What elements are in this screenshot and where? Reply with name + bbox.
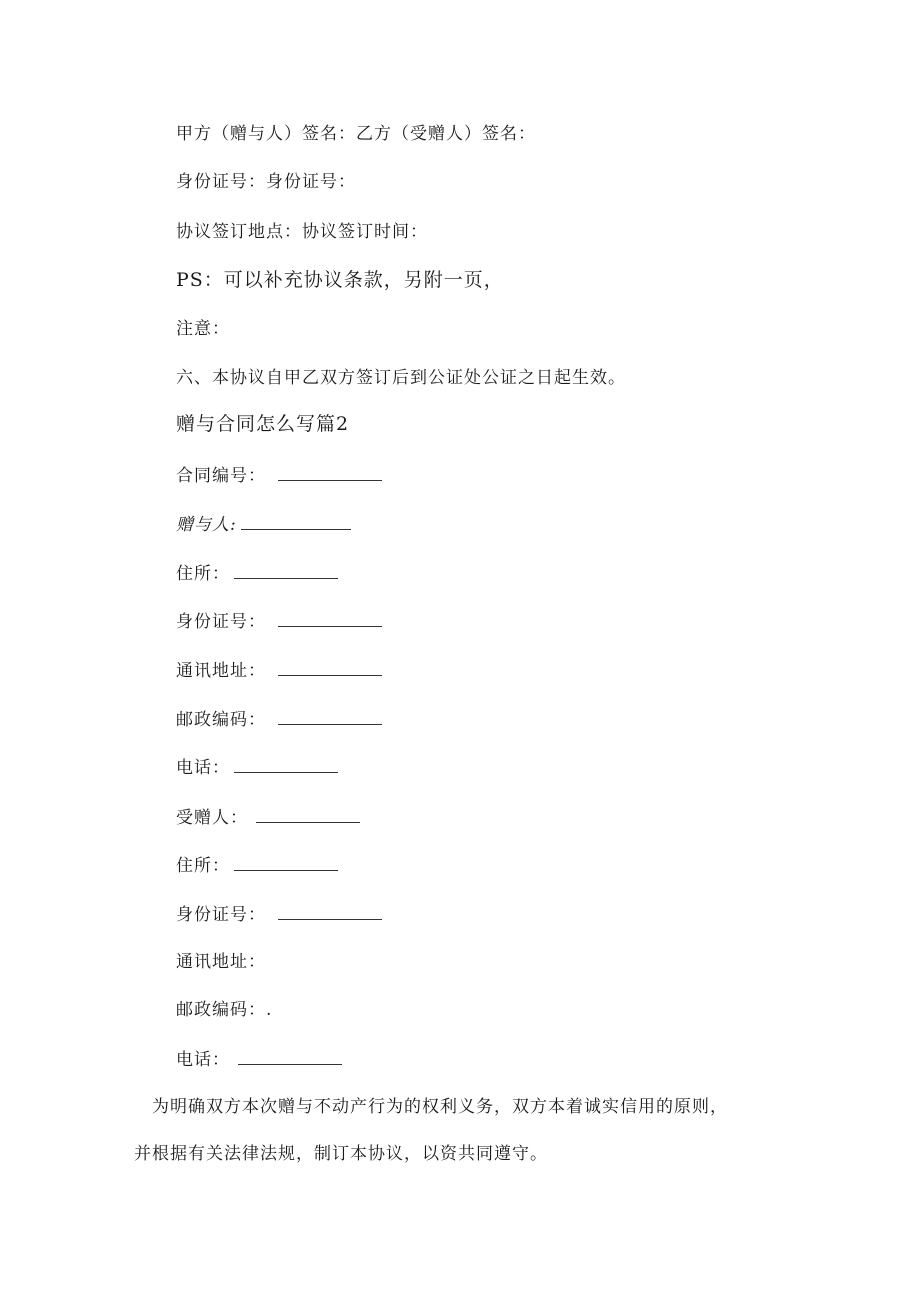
preamble-line-1 xyxy=(134,1095,728,1119)
donor-phone-field xyxy=(176,754,338,780)
donee-address-label: 住所： xyxy=(176,856,230,876)
donor-mail-address-field xyxy=(176,657,382,683)
clause-six xyxy=(176,366,626,390)
section-heading xyxy=(176,412,349,436)
section-heading-text: 赠与合同怎么写篇2 xyxy=(176,413,350,435)
donee-mail-address-label: 通讯地址： xyxy=(176,952,266,972)
contract-number-blank xyxy=(278,462,382,481)
donor-postcode-blank xyxy=(278,706,382,725)
donee-address-field xyxy=(176,852,338,878)
donor-address-blank xyxy=(234,560,338,579)
ps-note xyxy=(176,268,504,292)
donor-blank xyxy=(241,511,351,530)
donee-blank xyxy=(256,804,360,823)
donor-id-label: 身份证号： xyxy=(176,612,266,632)
donee-label: 受赠人： xyxy=(176,808,248,828)
donor-label: 赠与人: xyxy=(176,515,237,535)
donor-postcode-label: 邮政编码： xyxy=(176,710,266,730)
signature-text: 甲方（赠与人）签名：乙方（受赠人）签名： xyxy=(176,124,536,144)
preamble-text-1: 为明确双方本次赠与不动产行为的权利义务，双方本着诚实信用的原则， xyxy=(134,1097,728,1117)
donor-postcode-field xyxy=(176,706,382,732)
donor-phone-label: 电话： xyxy=(176,758,230,778)
donee-phone-blank xyxy=(238,1046,342,1065)
donee-id-label: 身份证号： xyxy=(176,905,266,925)
donee-address-blank xyxy=(234,852,338,871)
donee-postcode-label: 邮政编码：. xyxy=(176,1000,273,1020)
signature-line xyxy=(176,122,536,146)
donor-address-field xyxy=(176,560,338,586)
contract-number-field xyxy=(176,462,382,488)
donee-phone-label: 电话： xyxy=(176,1050,230,1070)
donee-phone-field xyxy=(176,1046,342,1072)
preamble-line-2 xyxy=(134,1142,548,1166)
attention-label xyxy=(176,317,230,341)
donor-mail-address-label: 通讯地址： xyxy=(176,661,266,681)
sign-location-text: 协议签订地点：协议签订时间： xyxy=(176,222,428,242)
donee-id-field xyxy=(176,901,382,927)
donor-address-label: 住所： xyxy=(176,564,230,584)
donee-mail-address-field xyxy=(176,950,266,974)
preamble-text-2: 并根据有关法律法规，制订本协议，以资共同遵守。 xyxy=(134,1144,548,1164)
contract-number-label: 合同编号： xyxy=(176,466,266,486)
donor-mail-address-blank xyxy=(278,657,382,676)
donor-id-blank xyxy=(278,608,382,627)
donee-id-blank xyxy=(278,901,382,920)
donor-id-field xyxy=(176,608,382,634)
ps-note-text: PS：可以补充协议条款，另附一页， xyxy=(176,269,504,291)
sign-location-line xyxy=(176,220,428,244)
donor-phone-blank xyxy=(234,754,338,773)
id-number-text: 身份证号：身份证号： xyxy=(176,172,356,192)
donor-field xyxy=(176,511,351,537)
donee-field xyxy=(176,804,360,830)
id-number-line xyxy=(176,170,356,194)
attention-text: 注意： xyxy=(176,319,230,339)
donee-postcode-field xyxy=(176,998,272,1022)
clause-six-text: 六、本协议自甲乙双方签订后到公证处公证之日起生效。 xyxy=(176,368,626,388)
